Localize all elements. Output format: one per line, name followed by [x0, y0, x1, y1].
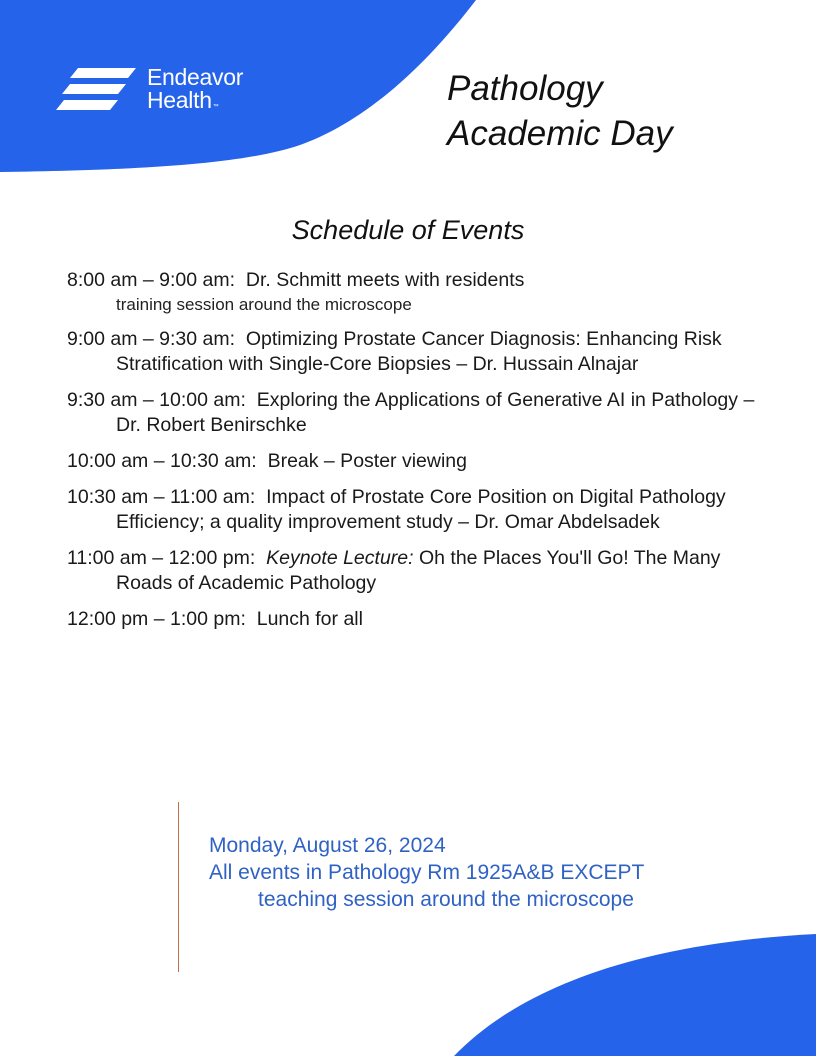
schedule-item — [67, 449, 767, 474]
logo-wordmark — [147, 66, 243, 119]
logo-line-2: Health™ — [147, 87, 219, 113]
schedule-item — [67, 268, 767, 316]
event-description: Lunch for all — [256, 608, 363, 630]
schedule-list — [67, 268, 767, 643]
schedule-item — [67, 607, 767, 632]
logo-line-1: Endeavor — [147, 64, 244, 90]
event-description: Dr. Schmitt meets with residents — [245, 269, 525, 291]
event-note: training session around the microscope — [116, 295, 412, 314]
footer-divider — [178, 802, 179, 972]
event-description: Optimizing Prostate Cancer Diagnosis: Enhancing Risk Stratification with Single-Core Biopsies – Dr. Hussain Alnajar — [116, 328, 722, 375]
event-time: 10:00 am – 10:30 am: — [67, 450, 257, 472]
schedule-item — [67, 546, 767, 596]
event-time: 8:00 am – 9:00 am: — [67, 269, 236, 291]
schedule-heading: Schedule of Events — [291, 215, 525, 245]
endeavor-logo-icon — [56, 66, 138, 112]
schedule-item — [67, 388, 767, 438]
schedule-item — [67, 485, 767, 535]
event-description: Oh the Places You'll Go! The Many Roads of Academic Pathology — [116, 547, 721, 594]
endeavor-health-logo — [56, 66, 266, 116]
schedule-item — [67, 327, 767, 377]
event-time: 12:00 pm – 1:00 pm: — [67, 608, 246, 630]
event-date: Monday, August 26, 2024 — [209, 834, 446, 857]
event-time: 9:30 am – 10:00 am: — [67, 389, 246, 411]
title-line-2: Academic Day — [447, 114, 673, 153]
title-line-1: Pathology — [447, 69, 603, 108]
footer-blue-shape — [454, 934, 816, 1056]
event-time: 9:00 am – 9:30 am: — [67, 328, 236, 350]
event-location: All events in Pathology Rm 1925A&B EXCEPT — [209, 861, 645, 884]
event-time: 11:00 am – 12:00 pm: — [67, 547, 256, 569]
event-details — [209, 832, 644, 913]
trademark-mark: ™ — [212, 104, 219, 110]
keynote-tag: Keynote Lecture: — [266, 547, 414, 569]
page-title — [447, 66, 673, 156]
event-description: Impact of Prostate Core Position on Digital Pathology Efficiency; a quality improvement study – Dr. Omar Abdelsadek — [116, 486, 726, 533]
event-time: 10:30 am – 11:00 am: — [67, 486, 256, 508]
event-description: Break – Poster viewing — [267, 450, 467, 472]
event-description: Exploring the Applications of Generative AI in Pathology – Dr. Robert Benirschke — [116, 389, 755, 436]
event-exception: teaching session around the microscope — [258, 888, 634, 911]
